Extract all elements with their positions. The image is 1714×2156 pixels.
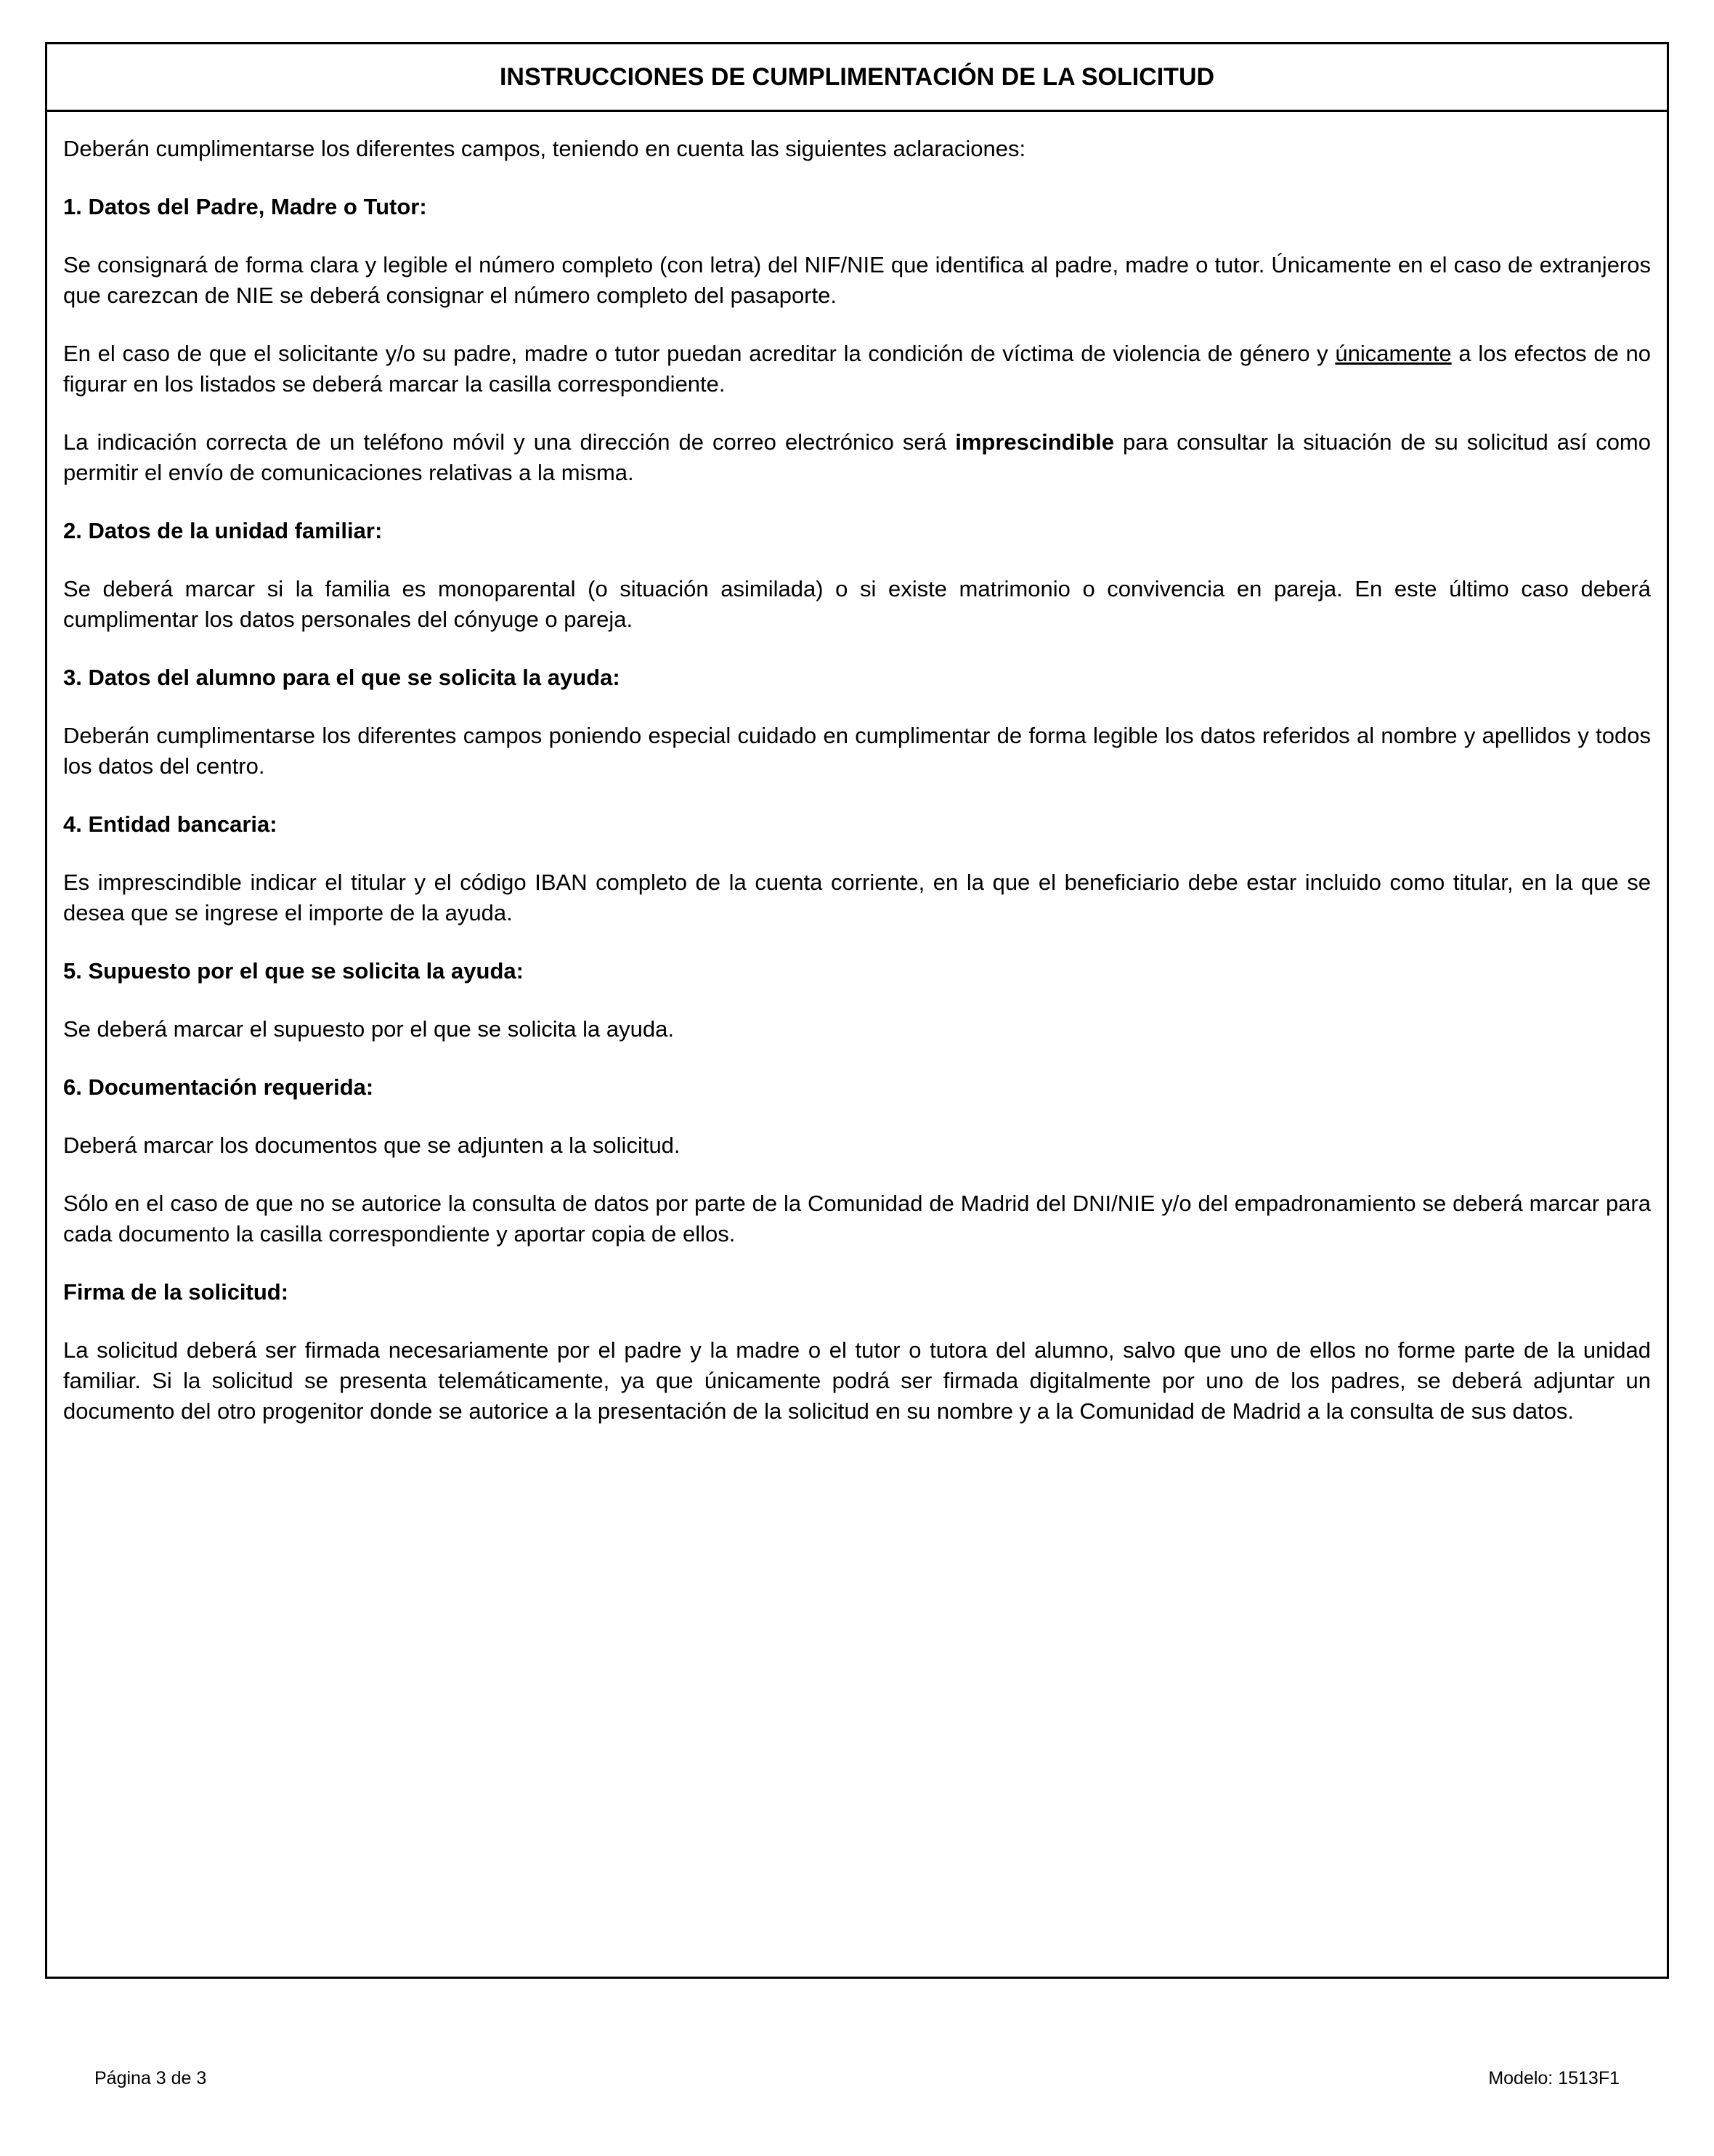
- instructions-title: INSTRUCCIONES DE CUMPLIMENTACIÓN DE LA SOLICITUD: [47, 44, 1667, 112]
- section-heading: 1. Datos del Padre, Madre o Tutor:: [63, 194, 427, 219]
- text-segment: En el caso de que el solicitante y/o su padre, madre o tutor puedan acreditar la condición de víctima de violencia de género y: [63, 341, 1336, 366]
- section-heading: 2. Datos de la unidad familiar:: [63, 518, 383, 543]
- text-segment: a los efectos de no figurar en los listados se deberá marcar la casilla correspondiente.: [63, 341, 1651, 397]
- text-segment: Se deberá marcar el supuesto por el que se solicita la ayuda.: [63, 1016, 674, 1042]
- body-paragraph: [63, 867, 1651, 928]
- body-paragraph: [63, 134, 1651, 164]
- text-segment: Deberán cumplimentarse los diferentes campos, teniendo en cuenta las siguientes aclaraciones:: [63, 136, 1026, 161]
- body-paragraph: [63, 1335, 1651, 1427]
- document-body: [47, 112, 1667, 1427]
- text-segment: Se deberá marcar si la familia es monoparental (o situación asimilada) o si existe matrimonio o convivencia en pareja. En este último caso deberá cumplimentar los datos personales del cónyuge o pareja.: [63, 576, 1651, 632]
- section-heading: 5. Supuesto por el que se solicita la ayuda:: [63, 958, 524, 984]
- body-paragraph: [63, 721, 1651, 782]
- section-heading: 6. Documentación requerida:: [63, 1074, 374, 1100]
- instructions-box: [45, 42, 1669, 1979]
- page-number: Página 3 de 3: [94, 2068, 207, 2088]
- section-heading: 3. Datos del alumno para el que se solicita la ayuda:: [63, 665, 620, 690]
- body-paragraph: [63, 1188, 1651, 1249]
- body-paragraph: [63, 1014, 1651, 1045]
- body-paragraph: [63, 339, 1651, 400]
- model-number: Modelo: 1513F1: [1488, 2068, 1620, 2088]
- text-segment: para consultar la situación de su solicitud así como permitir el envío de comunicaciones relativas a la misma.: [63, 429, 1651, 485]
- text-segment: únicamente: [1335, 341, 1452, 366]
- text-segment: imprescindible: [955, 429, 1115, 455]
- section-heading: Firma de la solicitud:: [63, 1279, 289, 1305]
- text-segment: La solicitud deberá ser firmada necesariamente por el padre y la madre o el tutor o tutora del alumno, salvo que uno de ellos no forme parte de la unidad familiar. Si la solicitud se presenta telemáticamente, ya que únicamente podrá ser firmada digitalmente por uno de los padres, se deberá adjuntar un documento del otro progenitor donde se autorice a la presentación de la solicitud en su nombre y a la Comunidad de Madrid a la consulta de sus datos.: [63, 1337, 1651, 1424]
- body-paragraph: [63, 427, 1651, 488]
- text-segment: Es imprescindible indicar el titular y el código IBAN completo de la cuenta corriente, en la que el beneficiario debe estar incluido como titular, en la que se desea que se ingrese el importe de la ayuda.: [63, 870, 1651, 925]
- text-segment: Sólo en el caso de que no se autorice la consulta de datos por parte de la Comunidad de Madrid del DNI/NIE y/o del empadronamiento se deberá marcar para cada documento la casilla correspondiente y aportar copia de ellos.: [63, 1191, 1651, 1247]
- text-segment: Se consignará de forma clara y legible el número completo (con letra) del NIF/NIE que identifica al padre, madre o tutor. Únicamente en el caso de extranjeros que carezcan de NIE se deberá consignar el número completo del pasaporte.: [63, 252, 1651, 308]
- text-segment: Deberá marcar los documentos que se adjunten a la solicitud.: [63, 1132, 681, 1158]
- body-paragraph: [63, 574, 1651, 635]
- text-segment: Deberán cumplimentarse los diferentes campos poniendo especial cuidado en cumplimentar de forma legible los datos referidos al nombre y apellidos y todos los datos del centro.: [63, 723, 1651, 779]
- body-paragraph: [63, 1130, 1651, 1161]
- section-heading: 4. Entidad bancaria:: [63, 811, 277, 837]
- body-paragraph: [63, 250, 1651, 311]
- text-segment: La indicación correcta de un teléfono móvil y una dirección de correo electrónico será: [63, 429, 956, 455]
